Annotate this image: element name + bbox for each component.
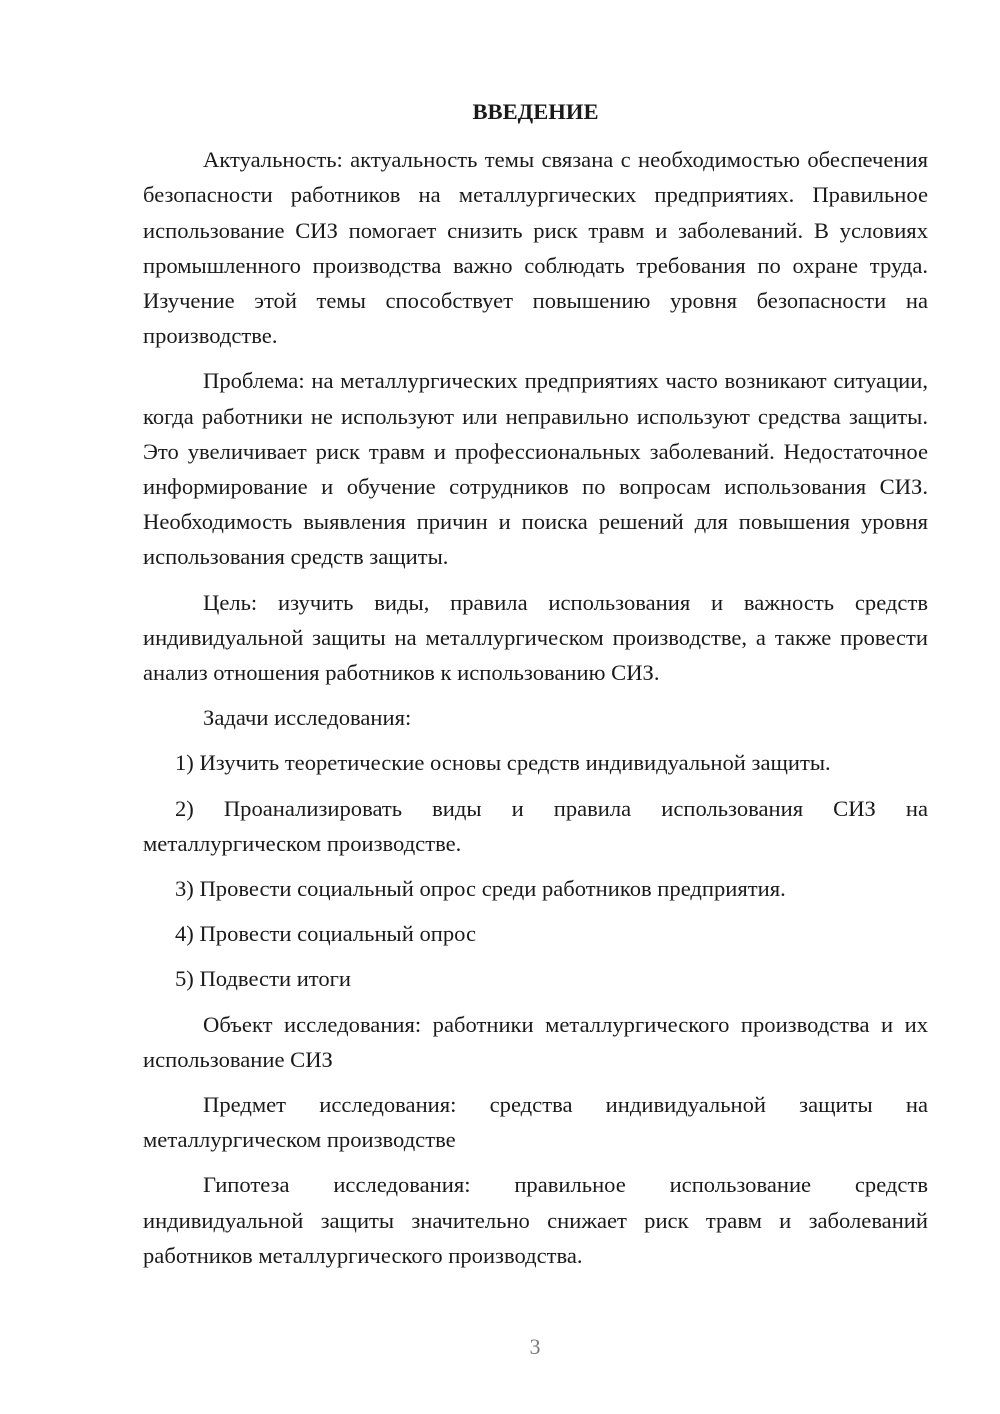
paragraph-goal: Цель: изучить виды, правила использования и важность средств индивидуальной защиты на металлургическом производстве, а также провести анализ отношения работников к использованию СИЗ. (143, 589, 928, 686)
page-number: 3 (529, 1334, 541, 1359)
task-item: 3) Провести социальный опрос среди работников предприятия. (175, 876, 786, 902)
paragraph-relevance: Актуальность: актуальность темы связана с необходимостью обеспечения безопасности работников на металлургических предприятиях. Правильное использование СИЗ помогает снизить риск травм и заболеваний. В условиях промышленного производства важно соблюдать требования по охране труда. Изучение этой темы способствует повышению уровня безопасности на производстве. (143, 147, 928, 349)
section-title: ВВЕДЕНИЕ (472, 99, 599, 124)
paragraph-subject: Предмет исследования: средства индивидуальной защиты на металлургическом производстве (143, 1092, 928, 1153)
paragraph-problem: Проблема: на металлургических предприятиях часто возникают ситуации, когда работники не используют или неправильно используют средства защиты. Это увеличивает риск травм и профессиональных заболеваний. Недостаточное информирование и обучение сотрудников по вопросам использования СИЗ. Необходимость выявления причин и поиска решений для повышения уровня использования средств защиты. (143, 368, 928, 570)
paragraph-object: Объект исследования: работники металлургического производства и их использование СИЗ (143, 1011, 928, 1072)
task-item: 5) Подвести итоги (175, 966, 352, 992)
task-item: 1) Изучить теоретические основы средств индивидуальной защиты. (175, 750, 831, 776)
paragraph-hypothesis: Гипотеза исследования: правильное использование средств индивидуальной защиты значительно снижает риск травм и заболеваний работников металлургического производства. (143, 1172, 928, 1268)
page-content (143, 94, 928, 1283)
tasks-heading: Задачи исследования: (203, 705, 412, 731)
task-item: 4) Провести социальный опрос (175, 921, 477, 947)
task-item: 2) Проанализировать виды и правила использования СИЗ на металлургическом производстве. (143, 795, 928, 856)
